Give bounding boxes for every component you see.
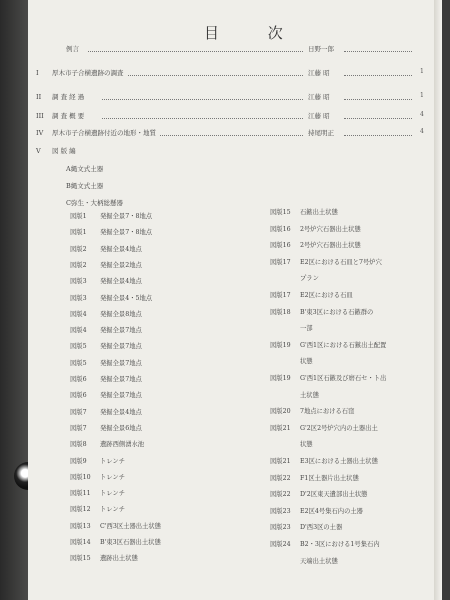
plate-entry	[70, 553, 138, 562]
toc-entry-title	[66, 44, 79, 53]
plate-caption: 状態	[300, 441, 313, 449]
leader-dots	[344, 51, 412, 52]
plate-number: 図版24	[270, 541, 291, 548]
plate-entry	[70, 341, 142, 350]
plate-caption: 2号炉穴石器出土状態	[300, 225, 361, 233]
plate-entry	[70, 390, 142, 399]
plate-number: 図版5	[70, 343, 87, 351]
subsection-heading: A縄文式土器	[66, 165, 104, 173]
leader-dots	[160, 135, 303, 136]
plate-number: 図版8	[70, 441, 87, 449]
plate-entry	[270, 556, 338, 565]
toc-entry-page: 4	[420, 128, 424, 135]
plate-caption: 発掘全景7・8地点	[100, 229, 153, 237]
plate-entry	[70, 488, 125, 497]
leader-dots	[102, 118, 304, 119]
plate-number: 図版11	[70, 490, 91, 498]
toc-entry-author: 日野一郎	[308, 45, 334, 53]
plate-entry	[70, 423, 142, 432]
plate-number: 図版20	[270, 408, 291, 416]
plate-entry	[70, 325, 142, 334]
toc-entry-author: 持尾明正	[308, 129, 334, 137]
plate-caption: 発掘全景7地点	[100, 376, 142, 383]
plate-entry	[70, 456, 125, 465]
plate-caption: C'西3区土器出土状態	[100, 522, 161, 530]
plate-entry	[70, 439, 144, 448]
plate-caption: 発掘全景7・8地点	[100, 213, 153, 220]
toc-entry-author: 江藤 昭	[308, 93, 330, 101]
toc-entry-page: 1	[420, 68, 424, 75]
plate-caption: 7地点における石窪	[300, 408, 355, 416]
toc-page	[28, 0, 442, 600]
toc-entry-number: V	[36, 147, 41, 155]
plate-caption: E2区4号集石内の土器	[300, 507, 363, 515]
plate-entry	[270, 373, 386, 382]
plate-number: 図版19	[270, 341, 291, 349]
plate-entry	[270, 439, 313, 448]
plate-number: 図版15	[70, 555, 91, 563]
plate-number: 図版6	[70, 392, 87, 400]
plate-number: 図版4	[70, 327, 87, 335]
plate-number: 図版7	[70, 424, 87, 432]
plate-entry	[70, 504, 125, 513]
toc-entry-title	[36, 68, 124, 77]
plate-entry	[70, 407, 142, 416]
plate-caption: 状態	[300, 358, 313, 366]
plate-caption: トレンチ	[100, 506, 126, 514]
plate-number: 図版18	[270, 308, 291, 316]
plate-caption: D'西3区の土器	[300, 524, 343, 532]
toc-entry-number: IV	[36, 129, 44, 137]
plate-caption: プラン	[300, 275, 319, 283]
plate-entry	[270, 307, 373, 316]
plate-number: 図版23	[270, 507, 291, 515]
plate-caption: 発掘全景7地点	[100, 392, 142, 400]
plate-number: 図版16	[270, 242, 291, 250]
toc-entry-title	[36, 146, 76, 155]
plate-number: 図版9	[70, 457, 87, 465]
plate-number: 図版17	[270, 258, 291, 266]
plate-number: 図版17	[270, 292, 291, 299]
plate-entry	[270, 323, 313, 332]
toc-entry-author: 江藤 昭	[308, 112, 330, 120]
plate-entry	[70, 309, 142, 318]
plate-entry	[270, 506, 363, 515]
plate-caption: トレンチ	[100, 490, 126, 498]
toc-entry-text: 例言	[66, 45, 79, 53]
plate-caption: 遺跡西側湧水池	[100, 441, 145, 449]
plate-entry	[270, 456, 378, 465]
plate-entry	[270, 340, 386, 349]
plate-number: 図版1	[70, 213, 87, 220]
plate-caption: 発掘全景8地点	[100, 310, 142, 318]
toc-entry-title	[36, 92, 84, 101]
leader-dots	[344, 75, 412, 76]
plate-entry	[270, 273, 319, 282]
plate-number: 図版23	[270, 524, 291, 532]
plate-entry	[270, 356, 313, 365]
toc-entry-page: 1	[420, 92, 424, 99]
toc-entry-text: 厚木市子合横遺跡付近の地形・地質	[52, 129, 156, 137]
leader-dots	[344, 99, 412, 100]
plate-number: 図版5	[70, 359, 87, 367]
plate-caption: 遺跡出土状態	[100, 555, 138, 563]
plate-entry	[70, 374, 142, 383]
toc-entry-page: 4	[420, 111, 424, 118]
plate-entry	[270, 390, 319, 399]
page-edge-shadow	[434, 0, 442, 600]
plate-entry	[270, 522, 342, 531]
plate-entry	[270, 257, 382, 266]
plate-entry	[270, 489, 367, 498]
plate-number: 図版19	[270, 375, 291, 382]
plate-number: 図版22	[270, 491, 291, 499]
plate-number: 図版3	[70, 294, 87, 302]
plate-caption: 天端出土状態	[300, 557, 338, 565]
plate-number: 図版15	[270, 209, 291, 216]
plate-entry	[270, 207, 338, 216]
plate-caption: トレンチ	[100, 457, 126, 465]
plate-number: 図版22	[270, 474, 291, 482]
plate-caption: G'西1区における石鏃出土配置	[300, 341, 387, 349]
plate-entry	[70, 358, 142, 367]
plate-entry	[70, 227, 152, 236]
plate-number: 図版12	[70, 506, 91, 514]
plate-caption: B2・3区における1号集石内	[300, 541, 380, 548]
plate-caption: G'2区2号炉穴内の土器出土	[300, 424, 378, 432]
subsection-heading: C弥生・大柄総懸器	[66, 199, 123, 207]
plate-caption: 石鏃出土状態	[300, 209, 338, 216]
plate-caption: E2区における石皿	[300, 292, 353, 299]
plate-caption: 発掘全景2地点	[100, 261, 142, 269]
subsection-heading: B縄文式土器	[66, 182, 104, 190]
plate-entry	[270, 224, 361, 233]
toc-entry-title	[36, 111, 84, 120]
leader-dots	[344, 135, 412, 136]
plate-entry	[70, 211, 152, 220]
plate-caption: G'西1区石鏃及び磨石セ・ト出	[300, 375, 387, 382]
plate-caption: F1区土器片出土状態	[300, 474, 359, 482]
plate-number: 図版2	[70, 261, 87, 269]
plate-number: 図版16	[270, 225, 291, 233]
plate-caption: E2区における石皿と7号炉穴	[300, 258, 382, 266]
leader-dots	[344, 118, 412, 119]
plate-entry	[70, 293, 152, 302]
plate-caption: 土状態	[300, 391, 319, 399]
plate-caption: 発掘全景7地点	[100, 327, 142, 335]
toc-entry-text: 調 査 経 過	[52, 93, 85, 101]
plate-caption: 発掘全景6地点	[100, 424, 142, 432]
plate-entry	[70, 537, 161, 546]
plate-entry	[70, 472, 125, 481]
toc-entry-author: 江藤 昭	[308, 69, 330, 77]
plate-number: 図版14	[70, 539, 91, 546]
plate-number: 図版21	[270, 458, 291, 465]
plate-number: 図版4	[70, 310, 87, 318]
plate-entry	[70, 244, 142, 253]
plate-caption: トレンチ	[100, 473, 126, 481]
plate-caption: 発掘全景7地点	[100, 343, 142, 351]
plate-entry	[270, 423, 378, 432]
plate-caption: 発掘全景4地点	[100, 408, 142, 416]
toc-entry-text: 図 版 編	[52, 147, 76, 155]
plate-caption: 一部	[300, 325, 313, 333]
toc-entry-title	[36, 128, 156, 137]
leader-dots	[88, 51, 303, 52]
leader-dots	[102, 99, 304, 100]
plate-number: 図版21	[270, 424, 291, 432]
toc-entry-text: 厚木市子合横遺跡の調査	[52, 69, 124, 77]
plate-number: 図版2	[70, 245, 87, 253]
plate-number: 図版13	[70, 522, 91, 530]
book-spine	[0, 0, 28, 600]
plate-number: 図版6	[70, 376, 87, 383]
plate-caption: 発掘全景7地点	[100, 359, 142, 367]
plate-caption: 2号炉穴石器出土状態	[300, 242, 361, 250]
plate-entry	[270, 539, 380, 548]
plate-caption: E3区における土器出土状態	[300, 458, 378, 465]
plate-caption: D'2区東天遺部出土状態	[300, 491, 368, 499]
plate-caption: 発掘全景4・5地点	[100, 294, 153, 302]
plate-caption: 発掘全景4地点	[100, 278, 142, 286]
plate-number: 図版1	[70, 229, 87, 237]
plate-number: 図版3	[70, 278, 87, 286]
plate-caption: B'東3区における石鏃群の	[300, 308, 374, 316]
page-title: 目 次	[204, 24, 305, 42]
toc-entry-number: II	[36, 93, 42, 101]
plate-caption: 発掘全景4地点	[100, 245, 142, 253]
plate-entry	[70, 260, 142, 269]
plate-entry	[270, 240, 361, 249]
toc-entry-number: I	[36, 69, 39, 77]
plate-entry	[70, 521, 161, 530]
leader-dots	[128, 75, 304, 76]
plate-entry	[70, 276, 142, 285]
plate-entry	[270, 290, 353, 299]
plate-caption: B'東3区石器出土状態	[100, 539, 161, 546]
plate-entry	[270, 406, 354, 415]
plate-number: 図版10	[70, 473, 91, 481]
toc-entry-number: III	[36, 112, 44, 120]
plate-number: 図版7	[70, 408, 87, 416]
toc-entry-text: 調 査 概 要	[52, 112, 85, 120]
plate-entry	[270, 473, 359, 482]
